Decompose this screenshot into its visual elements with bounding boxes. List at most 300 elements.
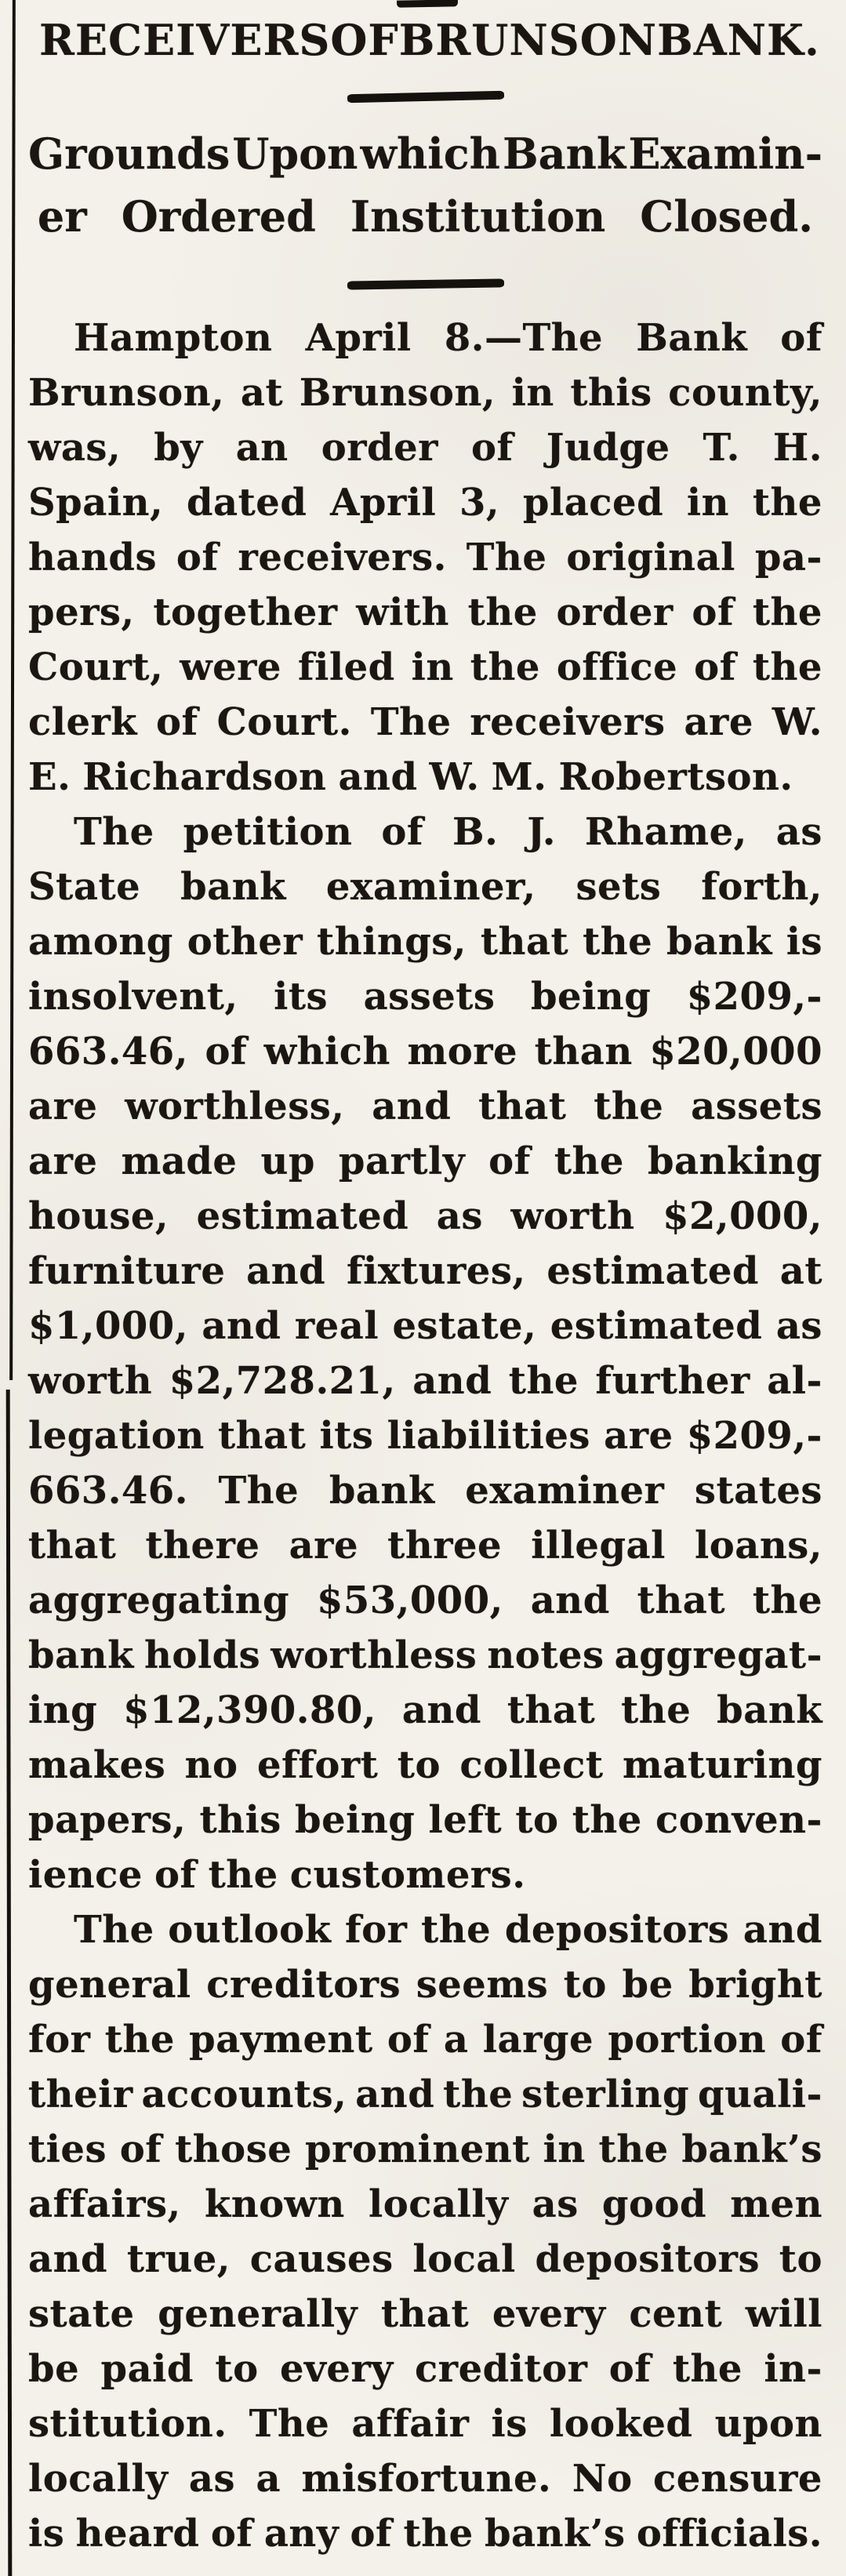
word: things, xyxy=(317,920,467,964)
word: $209,- xyxy=(686,1414,822,1458)
word: quali- xyxy=(698,2073,822,2116)
word: officials. xyxy=(636,2512,822,2556)
word: of xyxy=(488,1139,531,1183)
text-line xyxy=(28,1299,822,1353)
word: placed xyxy=(522,481,664,525)
word: made xyxy=(121,1139,238,1183)
word: $20,000 xyxy=(649,1030,822,1074)
word: Bank xyxy=(636,316,748,360)
word: as xyxy=(775,810,822,854)
subhead-line-1 xyxy=(28,129,822,178)
word: and xyxy=(338,755,418,799)
word: be xyxy=(28,2347,80,2391)
word: $2,728.21, xyxy=(169,1359,396,1403)
word: 3, xyxy=(459,481,500,525)
word: in xyxy=(543,2127,586,2171)
word: aggregat- xyxy=(614,1633,822,1677)
word: estimated xyxy=(546,1249,759,1293)
text-line xyxy=(28,1957,822,2012)
text-line xyxy=(28,1353,822,1408)
word: that xyxy=(480,920,569,964)
word: other xyxy=(187,920,303,964)
text-line xyxy=(28,1134,822,1189)
word: worth xyxy=(510,1194,635,1238)
top-divider-fragment xyxy=(397,0,458,8)
word: and xyxy=(28,2237,108,2281)
word: being xyxy=(530,975,652,1019)
subhead-divider-rule xyxy=(347,278,503,289)
word: with xyxy=(356,590,449,634)
word: payment xyxy=(189,2018,373,2062)
text-line xyxy=(28,585,822,640)
word: Spain, xyxy=(28,481,164,525)
word: the xyxy=(467,590,538,634)
word: the xyxy=(554,1139,624,1183)
word: among xyxy=(28,920,173,964)
word: H. xyxy=(772,426,822,470)
word: Grounds xyxy=(28,129,231,179)
word: Robertson. xyxy=(558,755,793,799)
word: and xyxy=(401,1688,481,1732)
word: forth, xyxy=(701,865,822,909)
word: bank’s xyxy=(681,2127,822,2171)
word: known xyxy=(204,2182,345,2226)
word: Brunson, xyxy=(299,371,496,415)
word: of xyxy=(119,2127,162,2171)
word: accounts, xyxy=(141,2073,347,2116)
text-line xyxy=(28,695,822,750)
word: in xyxy=(511,371,554,415)
word: local xyxy=(412,2237,516,2281)
word: of xyxy=(780,2018,822,2062)
word: worth xyxy=(28,1359,153,1403)
text-line xyxy=(28,2012,822,2067)
word: for xyxy=(28,2018,91,2062)
word: those xyxy=(175,2127,292,2171)
word: which xyxy=(360,129,500,179)
text-line xyxy=(28,1628,822,1683)
word: creditors xyxy=(206,1963,401,2007)
word: conven- xyxy=(655,1798,822,1842)
word: pa- xyxy=(754,536,822,580)
word: pers, xyxy=(28,590,135,634)
word: $53,000, xyxy=(316,1579,503,1622)
word: notes xyxy=(487,1633,605,1677)
word: the xyxy=(470,645,540,689)
word: of xyxy=(350,2512,393,2556)
word: by xyxy=(154,426,203,470)
word: 663.46, xyxy=(28,1030,188,1074)
text-line xyxy=(28,859,822,914)
text-line xyxy=(28,311,822,365)
word: filed xyxy=(297,645,395,689)
word: there xyxy=(145,1524,260,1568)
word: an xyxy=(235,426,289,470)
word: dated xyxy=(186,481,307,525)
paragraph-2 xyxy=(28,805,822,1902)
text-line xyxy=(28,475,822,530)
word: receivers xyxy=(470,700,666,744)
word: $209,- xyxy=(686,975,822,1019)
text-line xyxy=(28,2122,822,2177)
word: that xyxy=(28,1524,117,1568)
word: the xyxy=(594,1085,664,1128)
word: State xyxy=(28,865,141,909)
word: Examin- xyxy=(628,129,822,179)
word: the xyxy=(421,1908,492,1952)
word: are xyxy=(604,1414,674,1458)
word: at xyxy=(240,371,284,415)
word: seems xyxy=(416,1963,549,2007)
word: Court. xyxy=(216,700,352,744)
text-line xyxy=(28,365,822,420)
word: of xyxy=(692,590,735,634)
word: W. xyxy=(772,700,822,744)
word: to xyxy=(515,1798,559,1842)
word: order xyxy=(321,426,438,470)
word: heard xyxy=(75,2512,200,2556)
word: ties xyxy=(28,2127,107,2171)
word: holds xyxy=(143,1633,261,1677)
word: of xyxy=(154,1853,197,1897)
word: the xyxy=(583,920,653,964)
word: that xyxy=(637,1579,725,1622)
word: M. xyxy=(491,755,547,799)
word: al- xyxy=(767,1359,822,1403)
word: the xyxy=(443,2073,514,2116)
paragraph-3 xyxy=(28,1902,822,2561)
word: The xyxy=(218,1469,300,1513)
word: examiner, xyxy=(325,865,536,909)
text-line xyxy=(28,2451,822,2506)
text-line xyxy=(28,2342,822,2396)
word: The xyxy=(74,810,154,854)
word: loans, xyxy=(695,1524,822,1568)
word: Ordered xyxy=(121,191,316,242)
word: Rhame, xyxy=(584,810,747,854)
text-line xyxy=(28,1024,822,1079)
text-line xyxy=(28,969,822,1024)
word: The xyxy=(466,536,547,580)
word: upon xyxy=(714,2402,822,2446)
word: The xyxy=(370,700,452,744)
word: this xyxy=(199,1798,281,1842)
word: estimated xyxy=(196,1194,409,1238)
word: estate, xyxy=(392,1304,537,1348)
word: this xyxy=(570,371,652,415)
word: B. xyxy=(452,810,499,854)
word: J. xyxy=(527,810,556,854)
word: sets xyxy=(575,865,662,909)
word: of xyxy=(471,426,514,470)
word: more xyxy=(407,1030,518,1074)
word: papers, xyxy=(28,1798,187,1842)
word: illegal xyxy=(531,1524,666,1568)
word: stitution. xyxy=(28,2402,227,2446)
word: as xyxy=(532,2182,579,2226)
word: insolvent, xyxy=(28,975,238,1019)
word: large xyxy=(482,2018,594,2062)
word: and xyxy=(743,1908,822,1952)
word: Richardson xyxy=(82,755,327,799)
text-line xyxy=(28,1518,822,1573)
text-line xyxy=(28,1408,822,1463)
text-line xyxy=(28,2067,822,2122)
word: maturing xyxy=(622,1743,822,1787)
word: a xyxy=(256,2457,281,2501)
text-line xyxy=(28,2232,822,2287)
word: the xyxy=(621,1688,692,1732)
word: creditor xyxy=(415,2347,588,2391)
word: a xyxy=(443,2018,469,2062)
word: portion xyxy=(608,2018,766,2062)
word: of xyxy=(780,316,822,360)
text-line xyxy=(28,1573,822,1628)
word: together xyxy=(153,590,338,634)
word: assets xyxy=(363,975,496,1019)
text-line xyxy=(28,530,822,585)
text-line xyxy=(28,1683,822,1738)
word: are xyxy=(28,1139,98,1183)
word: the xyxy=(572,1798,642,1842)
headline xyxy=(28,16,822,64)
word: the xyxy=(208,1853,278,1897)
word: fixtures, xyxy=(346,1249,526,1293)
word: depositors xyxy=(535,2237,760,2281)
word: the xyxy=(752,481,822,525)
text-line xyxy=(28,1079,822,1134)
word: and xyxy=(412,1359,492,1403)
word: depositors xyxy=(504,1908,730,1952)
text-line xyxy=(28,2287,822,2342)
word: of xyxy=(387,2018,430,2062)
word: receivers. xyxy=(238,536,447,580)
text-line xyxy=(28,1244,822,1299)
word: the xyxy=(752,590,822,634)
headline-divider-rule xyxy=(347,91,503,104)
word: BRUNSON xyxy=(398,15,658,65)
word: as xyxy=(188,2457,236,2501)
word: no xyxy=(184,1743,238,1787)
word: of xyxy=(381,810,424,854)
word: bank xyxy=(180,865,286,909)
word: sterling xyxy=(521,2073,690,2116)
word: the xyxy=(508,1359,579,1403)
word: state xyxy=(28,2292,135,2336)
word: bank xyxy=(717,1688,822,1732)
word: RECEIVERS xyxy=(39,15,331,65)
word: Hampton xyxy=(74,316,273,360)
word: county, xyxy=(668,371,822,415)
word: 663.46. xyxy=(28,1469,188,1513)
text-line xyxy=(28,1902,822,1957)
word: to xyxy=(779,2237,822,2281)
word: worthless, xyxy=(125,1085,345,1128)
text-line xyxy=(28,1189,822,1244)
word: assets xyxy=(691,1085,822,1128)
word: to xyxy=(215,2347,259,2391)
word: Brunson, xyxy=(28,371,225,415)
text-line xyxy=(28,2396,822,2451)
word: that xyxy=(478,1085,567,1128)
word: bank xyxy=(329,1469,435,1513)
word: its xyxy=(274,975,329,1019)
word: collect xyxy=(459,1743,604,1787)
word: the xyxy=(672,2347,743,2391)
word: as xyxy=(775,1304,822,1348)
word: bank xyxy=(666,920,772,964)
word: in xyxy=(411,645,454,689)
word: No xyxy=(572,2457,633,2501)
word: every xyxy=(492,2292,606,2336)
word: of xyxy=(205,1030,248,1074)
word: the xyxy=(104,2018,175,2062)
word: partly xyxy=(338,1139,466,1183)
word: bank xyxy=(28,1633,134,1677)
word: cent xyxy=(629,2292,723,2336)
subhead-line-2 xyxy=(28,192,822,241)
word: further xyxy=(595,1359,750,1403)
word: T. xyxy=(703,426,740,470)
word: as xyxy=(436,1194,483,1238)
paragraph-1 xyxy=(28,311,822,805)
word: will xyxy=(745,2292,822,2336)
word: was, xyxy=(28,426,122,470)
word: is xyxy=(28,2512,65,2556)
word: looked xyxy=(549,2402,693,2446)
word: its xyxy=(319,1414,374,1458)
word: that xyxy=(507,1688,596,1732)
word: censure xyxy=(653,2457,822,2501)
word: of xyxy=(176,536,219,580)
word: and xyxy=(246,1249,326,1293)
word: Bank xyxy=(502,129,626,179)
word: OF xyxy=(330,15,399,65)
text-line xyxy=(28,1463,822,1518)
word: affairs, xyxy=(28,2182,181,2226)
word: prominent xyxy=(305,2127,530,2171)
word: to xyxy=(397,1743,441,1787)
word: of xyxy=(608,2347,652,2391)
word: causes xyxy=(249,2237,394,2281)
word: worthless xyxy=(271,1633,477,1677)
word: generally xyxy=(158,2292,358,2336)
word: order xyxy=(556,590,674,634)
word: misfortune. xyxy=(301,2457,552,2501)
word: is xyxy=(491,2402,528,2446)
word: banking xyxy=(647,1139,822,1183)
word: estimated xyxy=(550,1304,763,1348)
text-line xyxy=(28,805,822,859)
word: effort xyxy=(257,1743,379,1787)
word: er xyxy=(37,191,87,242)
word: were xyxy=(180,645,281,689)
word: of xyxy=(694,645,736,689)
word: bank’s xyxy=(484,2512,626,2556)
word: locally xyxy=(369,2182,509,2226)
word: furniture xyxy=(28,1249,226,1293)
word: than xyxy=(534,1030,633,1074)
word: and xyxy=(372,1085,452,1128)
word: Institution xyxy=(350,191,606,242)
word: for xyxy=(345,1908,408,1952)
word: Closed. xyxy=(640,191,814,242)
word: $1,000, xyxy=(28,1304,188,1348)
word: which xyxy=(263,1030,390,1074)
word: petition xyxy=(183,810,353,854)
word: makes xyxy=(28,1743,166,1787)
word: that xyxy=(380,2292,470,2336)
word: April xyxy=(305,316,412,360)
word: legation xyxy=(28,1414,205,1458)
text-line xyxy=(28,420,822,475)
word: hands xyxy=(28,536,157,580)
word: of xyxy=(210,2512,253,2556)
word: Court, xyxy=(28,645,164,689)
word: The xyxy=(74,1908,154,1952)
word: and xyxy=(355,2073,435,2116)
word: affair xyxy=(351,2402,470,2446)
word: the xyxy=(403,2512,474,2556)
word: office xyxy=(556,645,678,689)
word: in- xyxy=(764,2347,822,2391)
word: 8.—The xyxy=(444,316,604,360)
word: aggregating xyxy=(28,1579,290,1622)
word: outlook xyxy=(168,1908,332,1952)
word: of xyxy=(155,700,198,744)
word: every xyxy=(279,2347,394,2391)
word: Judge xyxy=(546,426,670,470)
word: three xyxy=(387,1524,503,1568)
subhead xyxy=(28,129,822,241)
word: liabilities xyxy=(387,1414,590,1458)
word: ience xyxy=(28,1853,143,1897)
word: and xyxy=(530,1579,610,1622)
word: customers. xyxy=(289,1853,526,1897)
word: be xyxy=(622,1963,674,2007)
word: The xyxy=(249,2402,330,2446)
text-line xyxy=(28,1793,822,1848)
text-line xyxy=(28,914,822,969)
word: paid xyxy=(100,2347,194,2391)
text-line xyxy=(28,1848,822,1902)
word: $12,390.80, xyxy=(123,1688,376,1732)
word: true, xyxy=(126,2237,231,2281)
text-line xyxy=(28,1738,822,1793)
word: to xyxy=(563,1963,607,2007)
word: $2,000, xyxy=(663,1194,822,1238)
word: bright xyxy=(688,1963,822,2007)
article xyxy=(0,16,846,2561)
word: is xyxy=(786,920,822,964)
word: general xyxy=(28,1963,191,2007)
word: clerk xyxy=(28,700,138,744)
word: are xyxy=(684,700,753,744)
word: up xyxy=(260,1139,315,1183)
word: locally xyxy=(28,2457,169,2501)
word: E. xyxy=(28,755,71,799)
word: left xyxy=(428,1798,503,1842)
word: are xyxy=(28,1085,98,1128)
word: the xyxy=(752,645,822,689)
text-line xyxy=(28,2506,822,2561)
word: their xyxy=(28,2073,133,2116)
word: states xyxy=(694,1469,822,1513)
article-body xyxy=(28,311,822,2561)
word: original xyxy=(566,536,735,580)
word: April xyxy=(330,481,437,525)
text-line xyxy=(28,640,822,695)
